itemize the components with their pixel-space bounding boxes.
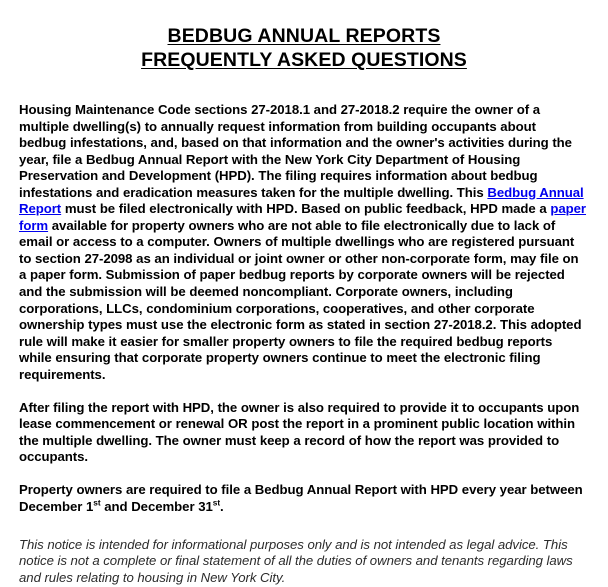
bedbug-annual-report-link[interactable]: Bedbug Annual Report [19,184,584,217]
paper-form-link[interactable]: paper form [19,201,587,233]
paragraph-filing-window-part-1: Property owners are required to file a Bedbug Annual Report with HPD every year between December 1 [19,482,583,515]
paragraph-overview-part-2: must be filed electronically with HPD. Based on public feedback, HPD made a [61,201,551,217]
paragraph-overview-part-1: Housing Maintenance Code sections 27-2018.1 and 27-2018.2 require the owner of a multiple dwelling(s) to annually request information from building occupants about bedbug infestations, and, based on that information and the owner's activities during the year, file a Bedbug Annual Report with the New York City Department of Housing Preservation and Development (HPD). The filing requires information about bedbug infestations and eradication measures taken for the multiple dwelling. This [19,102,572,200]
legal-disclaimer [19,537,586,587]
page-title-line-2 [0,48,608,72]
page-title [0,0,608,72]
legal-disclaimer-text: This notice is intended for informational purposes only and is not intended as legal advice. This notice is not a complete or final statement of all the duties of owners and tenants regarding laws and rules relating to housing in New York City. [19,536,573,586]
paragraph-filing-window [19,482,586,515]
document-body [0,102,608,587]
paragraph-overview [19,102,586,383]
paragraph-filing-window-part-3: . [220,499,224,515]
page-title-line-1-text: BEDBUG ANNUAL REPORTS [167,25,441,47]
page-title-line-1 [0,24,608,48]
paragraph-after-filing-text: After filing the report with HPD, the owner is also required to provide it to occupants upon lease commencement or renewal OR post the report in a prominent public location within the multiple dwelling. The owner must keep a record of how the report was provided to occupants. [19,399,580,465]
paragraph-overview-part-3: available for property owners who are not able to file electronically due to lack of email or access to a computer. Owners of multiple dwellings who are registered pursuant to section 27-2098 as an individual or joint owner or other non-corporate form, may file on a paper form. Submission of paper bedbug reports by corporate owners will be rejected and the submission will be deemed noncompliant. Corporate owners, including corporations, LLCs, condominium corporations, cooperatives, and other corporate ownership types must use the electronic form as stated in section 27-2018.2. This adopted rule will make it easier for smaller property owners to file the required bedbug reports while ensuring that corporate property owners continue to meet the electronic filing requirements. [19,217,582,382]
ordinal-suffix-first: st [93,497,101,508]
paragraph-after-filing [19,400,586,466]
page-title-line-2-text: FREQUENTLY ASKED QUESTIONS [141,49,467,71]
ordinal-suffix-last: st [212,497,221,508]
paragraph-filing-window-part-2: and December 31 [100,499,213,515]
